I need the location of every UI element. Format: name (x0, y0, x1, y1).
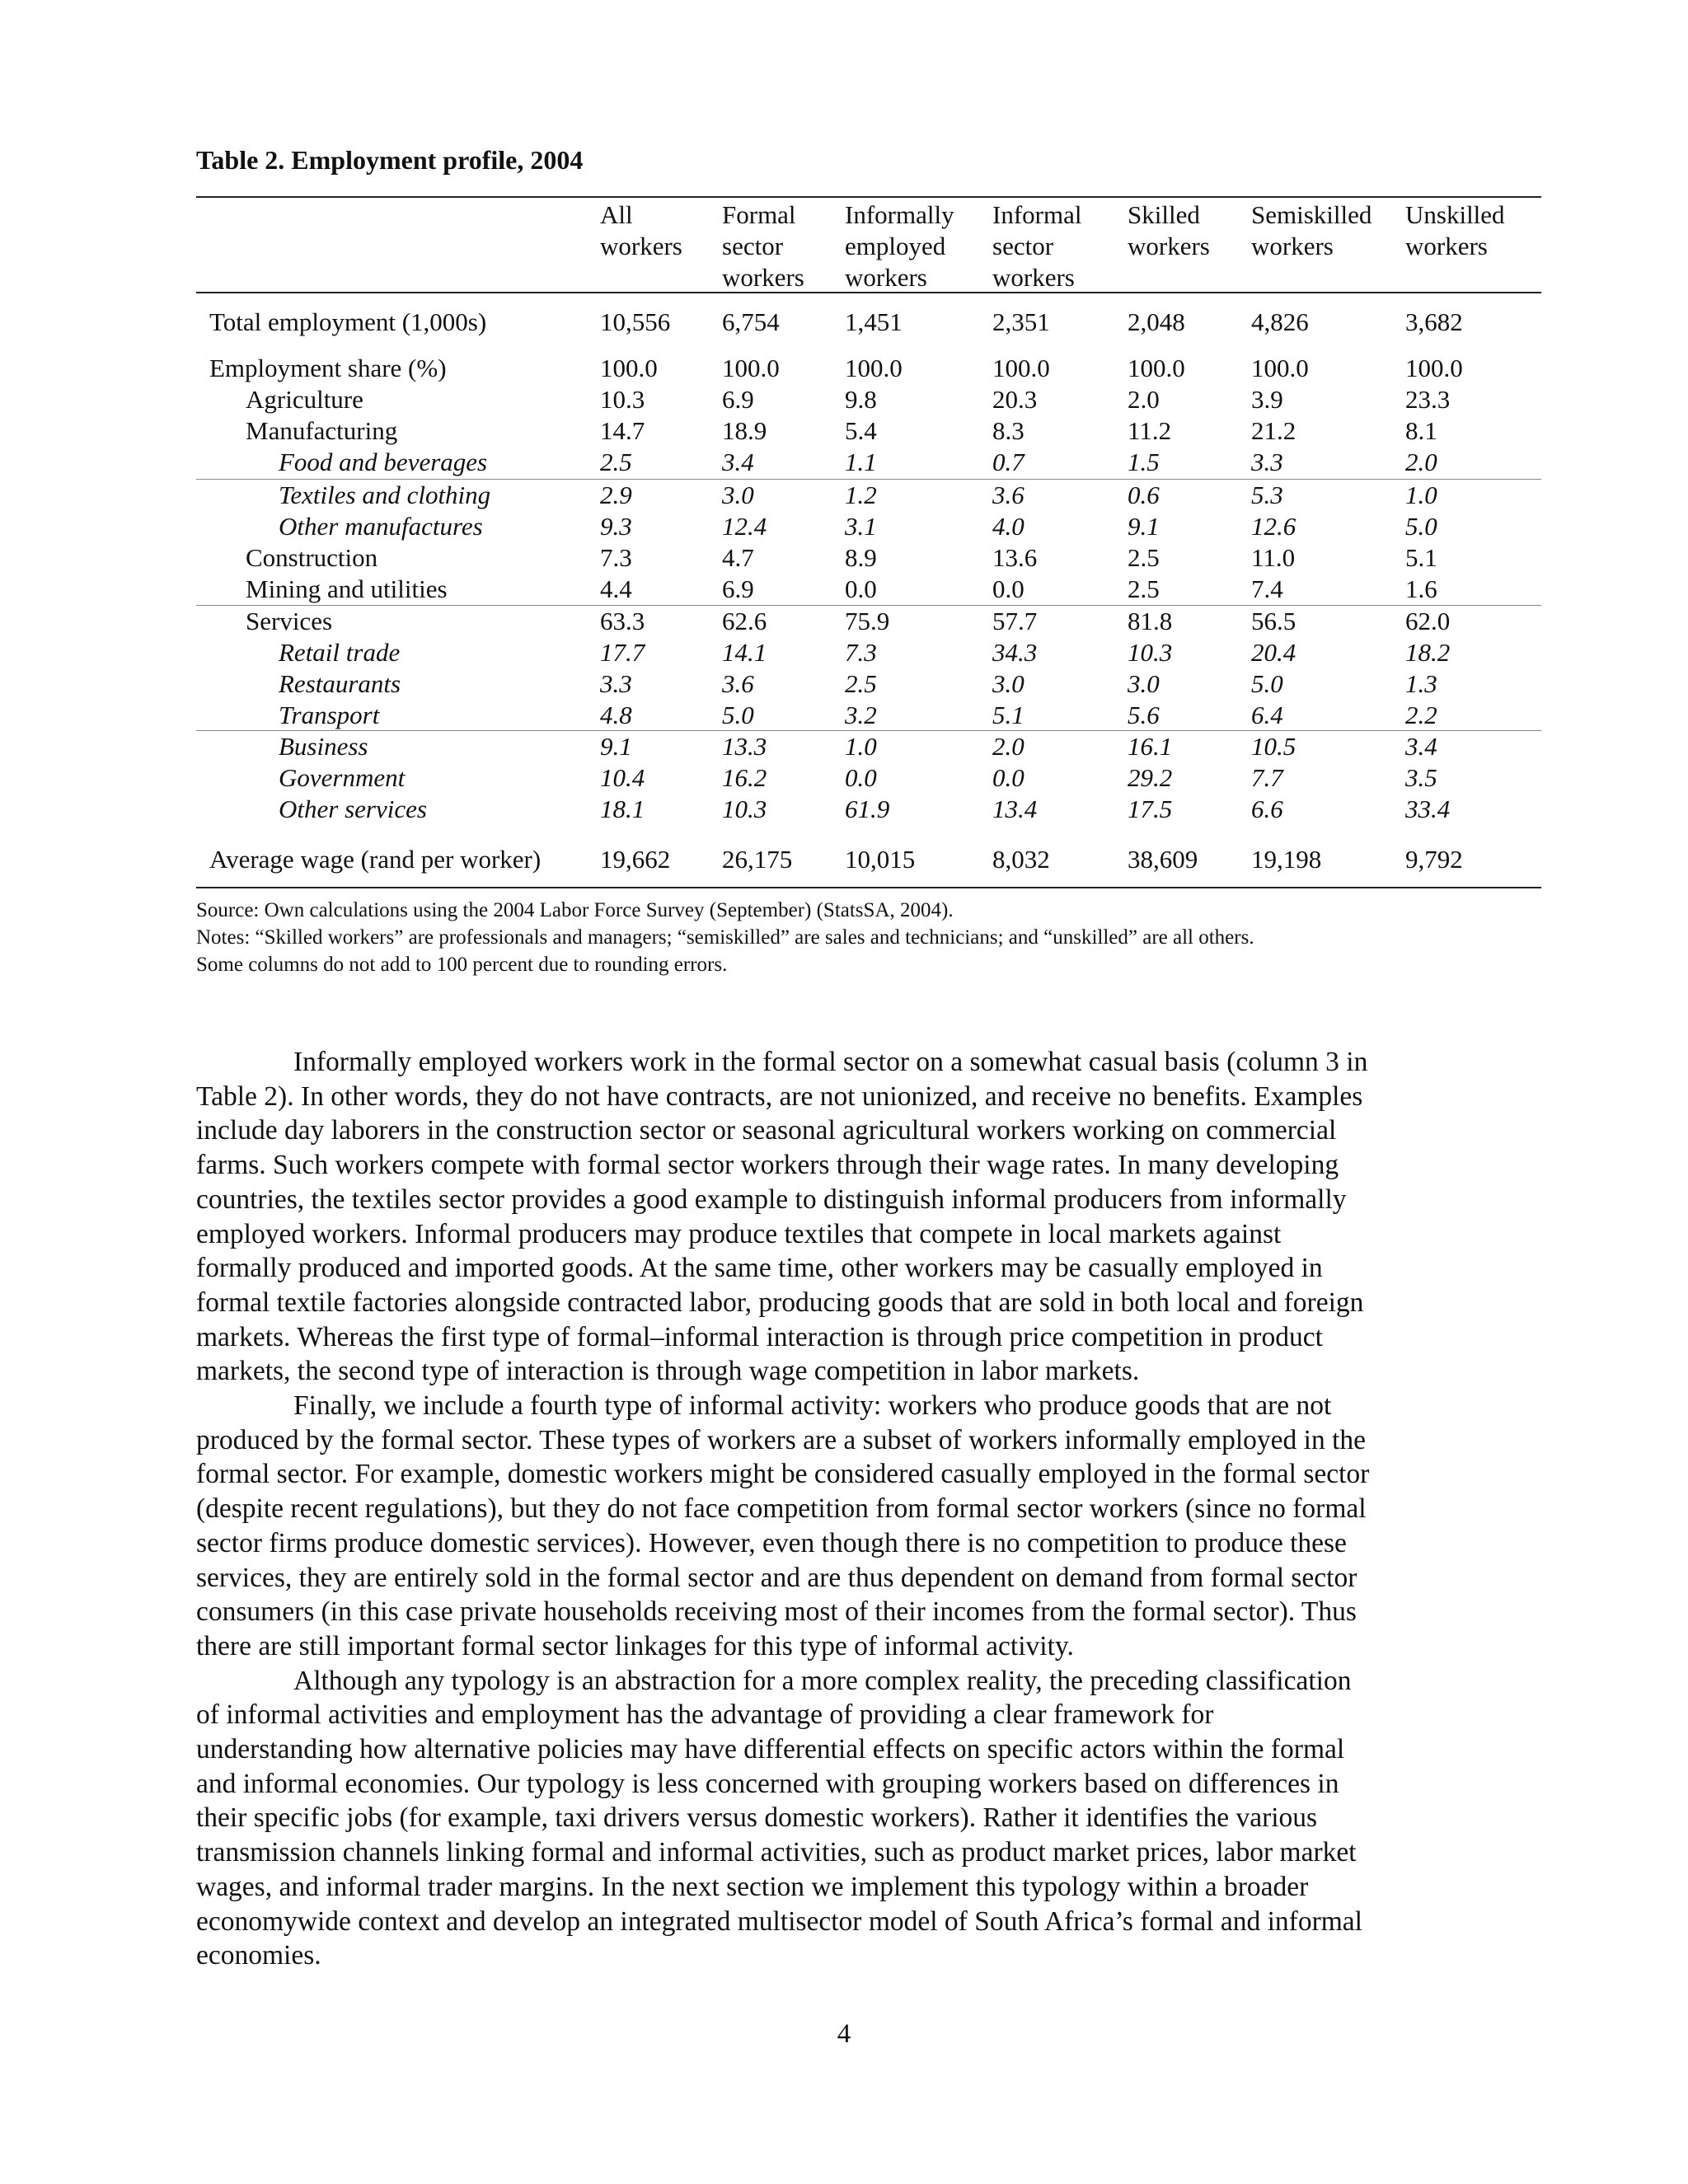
table-cell: 7.3 (600, 543, 632, 572)
table-cell: 6.4 (1251, 701, 1283, 729)
column-header-line: Unskilled (1405, 200, 1505, 229)
paragraph-line: understanding how alternative policies may have differential effects on specific actors within the formal (196, 1734, 1345, 1765)
table-cell: 10.4 (600, 763, 645, 792)
table-cell: 10.5 (1251, 732, 1296, 761)
paragraph-line: and informal economies. Our typology is less concerned with grouping workers based on differences in (196, 1768, 1339, 1799)
row-label: Retail trade (279, 638, 401, 667)
table-cell: 1.5 (1128, 448, 1160, 476)
table-cell: 9,792 (1405, 845, 1463, 874)
table-cell: 20.4 (1251, 638, 1296, 667)
table-cell: 0.6 (1128, 480, 1160, 509)
table-cell: 7.4 (1251, 574, 1283, 603)
body-paragraph (196, 1045, 1465, 1389)
table-cell: 62.0 (1405, 607, 1451, 635)
paragraph-line: of informal activities and employment has the advantage of providing a clear framework for (196, 1699, 1214, 1731)
row-label: Textiles and clothing (279, 480, 491, 509)
table-cell: 7.7 (1251, 763, 1283, 792)
row-label: Food and beverages (279, 448, 488, 476)
table-cell: 56.5 (1251, 607, 1296, 635)
column-header (1405, 199, 1505, 262)
table-cell: 1.1 (845, 448, 877, 476)
table-cell: 100.0 (1405, 354, 1463, 382)
table-cell: 5.1 (992, 701, 1025, 729)
table-cell: 62.6 (722, 607, 767, 635)
column-header-line: workers (1251, 232, 1334, 260)
table-cell: 23.3 (1405, 385, 1451, 414)
row-label: Other services (279, 794, 427, 823)
row-label: Government (279, 763, 406, 792)
table-cell: 3.6 (722, 669, 754, 698)
table-cell: 21.2 (1251, 416, 1296, 445)
paragraph-line: markets, the second type of interaction is through wage competition in labor markets. (196, 1356, 1140, 1387)
table-cell: 14.1 (722, 638, 767, 667)
column-header (600, 199, 682, 262)
paragraph-line: farms. Such workers compete with formal sector workers through their wage rates. In many developing (196, 1150, 1339, 1181)
paragraph-line: wages, and informal trader margins. In the next section we implement this typology within a broader (196, 1871, 1309, 1902)
row-label: Other manufactures (279, 512, 483, 541)
table-cell: 2,048 (1128, 307, 1185, 336)
paragraph-line: services, they are entirely sold in the formal sector and are thus dependent on demand from formal sector (196, 1562, 1357, 1593)
column-header-line: workers (1405, 232, 1488, 260)
table-cell: 0.0 (845, 574, 877, 603)
table-cell: 2.0 (1405, 448, 1437, 476)
table-cell: 0.0 (845, 763, 877, 792)
table-cell: 3.6 (992, 480, 1025, 509)
table-cell: 100.0 (845, 354, 903, 382)
row-label: Agriculture (246, 385, 363, 414)
column-header-line: Informally (845, 200, 954, 229)
column-header (1251, 199, 1372, 262)
table-cell: 100.0 (1128, 354, 1185, 382)
table-cell: 10,015 (845, 845, 916, 874)
table-cell: 1.0 (845, 732, 877, 761)
table-cell: 4.8 (600, 701, 632, 729)
row-label: Average wage (rand per worker) (209, 845, 542, 874)
table-cell: 3.1 (845, 512, 877, 541)
column-header-line: employed (845, 232, 946, 260)
column-header (722, 199, 804, 293)
table-cell: 29.2 (1128, 763, 1173, 792)
table-cell: 13.4 (992, 794, 1038, 823)
column-header-line: workers (1128, 232, 1210, 260)
table-cell: 13.6 (992, 543, 1038, 572)
table-cell: 81.8 (1128, 607, 1173, 635)
table-cell: 3.0 (722, 480, 754, 509)
row-label: Manufacturing (246, 416, 398, 445)
table-cell: 1.3 (1405, 669, 1437, 698)
paragraph-line: formally produced and imported goods. At the same time, other workers may be casually employed in (196, 1253, 1323, 1284)
table-cell: 0.7 (992, 448, 1025, 476)
table-cell: 18.2 (1405, 638, 1451, 667)
table-cell: 6.9 (722, 385, 754, 414)
table-cell: 6.6 (1251, 794, 1283, 823)
table-cell: 8.9 (845, 543, 877, 572)
table-cell: 1,451 (845, 307, 903, 336)
table-cell: 9.8 (845, 385, 877, 414)
table-cell: 8.3 (992, 416, 1025, 445)
table-cell: 9.3 (600, 512, 632, 541)
table-source-note: Source: Own calculations using the 2004 Labor Force Survey (September) (StatsSA, 2004). (196, 899, 954, 921)
table-cell: 2,351 (992, 307, 1050, 336)
paragraph-line: formal sector. For example, domestic workers might be considered casually employed in the formal sector (196, 1459, 1370, 1490)
table-cell: 2.9 (600, 480, 632, 509)
table-cell: 2.0 (1128, 385, 1160, 414)
table-cell: 8,032 (992, 845, 1050, 874)
table-cell: 11.2 (1128, 416, 1172, 445)
table-cell: 3.0 (992, 669, 1025, 698)
table-cell: 17.7 (600, 638, 645, 667)
table-cell: 20.3 (992, 385, 1038, 414)
body-paragraph (196, 1664, 1465, 1973)
table-cell: 2.5 (1128, 543, 1160, 572)
table-cell: 9.1 (1128, 512, 1160, 541)
table-notes-line: Notes: “Skilled workers” are professionals and managers; “semiskilled” are sales and technicians; and “unskilled” are all others. (196, 926, 1254, 949)
row-label: Transport (279, 701, 380, 729)
column-header-line: workers (600, 232, 682, 260)
paragraph-line: include day laborers in the construction sector or seasonal agricultural workers working on commercial (196, 1115, 1337, 1146)
row-label: Employment share (%) (209, 354, 447, 382)
table-cell: 4.4 (600, 574, 632, 603)
column-header-line: All (600, 200, 633, 229)
paragraph-line: produced by the formal sector. These types of workers are a subset of workers informally employed in the (196, 1424, 1366, 1455)
table-cell: 2.2 (1405, 701, 1437, 729)
table-cell: 19,198 (1251, 845, 1322, 874)
table-cell: 12.6 (1251, 512, 1296, 541)
column-header-line: sector (722, 232, 784, 260)
table-cell: 2.5 (845, 669, 877, 698)
table-cell: 57.7 (992, 607, 1038, 635)
table-cell: 100.0 (1251, 354, 1309, 382)
table-cell: 61.9 (845, 794, 890, 823)
paragraph-line: economies. (196, 1940, 321, 1971)
table-cell: 1.0 (1405, 480, 1437, 509)
table-cell: 2.5 (1128, 574, 1160, 603)
paragraph-line: consumers (in this case private households receiving most of their incomes from the formal sector). Thus (196, 1596, 1357, 1628)
column-header (992, 199, 1081, 293)
table-cell: 10.3 (722, 794, 767, 823)
table-cell: 100.0 (600, 354, 658, 382)
table-cell: 5.4 (845, 416, 877, 445)
table-cell: 8.1 (1405, 416, 1437, 445)
paragraph-line: formal textile factories alongside contracted labor, producing goods that are sold in both local and foreign (196, 1286, 1364, 1318)
table-cell: 6,754 (722, 307, 780, 336)
body-text (196, 1045, 1465, 1973)
table-cell: 3,682 (1405, 307, 1463, 336)
table-cell: 16.2 (722, 763, 767, 792)
column-header-line: sector (992, 232, 1054, 260)
row-label: Business (279, 732, 368, 761)
paragraph-line: employed workers. Informal producers may produce textiles that compete in local markets against (196, 1218, 1282, 1249)
table-cell: 11.0 (1251, 543, 1296, 572)
table-cell: 10.3 (1128, 638, 1173, 667)
table-cell: 14.7 (600, 416, 645, 445)
row-label: Total employment (1,000s) (209, 307, 487, 336)
table-cell: 18.9 (722, 416, 767, 445)
column-header-line: workers (722, 263, 804, 292)
column-header-line: Semiskilled (1251, 200, 1372, 229)
table-cell: 5.1 (1405, 543, 1437, 572)
table-cell: 100.0 (992, 354, 1050, 382)
table-cell: 75.9 (845, 607, 890, 635)
table-cell: 3.4 (1405, 732, 1437, 761)
table-cell: 17.5 (1128, 794, 1173, 823)
table-cell: 38,609 (1128, 845, 1198, 874)
column-header-line: Informal (992, 200, 1082, 229)
table-cell: 5.6 (1128, 701, 1160, 729)
paragraph-line: transmission channels linking formal and informal activities, such as product market prices, labor market (196, 1837, 1357, 1868)
table-cell: 3.4 (722, 448, 754, 476)
paragraph-line: sector firms produce domestic services). However, even though there is no competition to produce these (196, 1527, 1347, 1558)
paragraph-line: countries, the textiles sector provides a good example to distinguish informal producers from informally (196, 1183, 1347, 1215)
paragraph-line: (despite recent regulations), but they do not face competition from formal sector workers (since no formal (196, 1493, 1367, 1525)
table-cell: 19,662 (600, 845, 671, 874)
table-cell: 4.0 (992, 512, 1025, 541)
table-cell: 18.1 (600, 794, 645, 823)
table-cell: 2.0 (992, 732, 1025, 761)
table-cell: 63.3 (600, 607, 645, 635)
column-header-line: workers (845, 263, 927, 292)
table-cell: 3.5 (1405, 763, 1437, 792)
table-cell: 5.0 (722, 701, 754, 729)
table-cell: 33.4 (1405, 794, 1451, 823)
table-top-rule (196, 196, 1541, 198)
table-bottom-rule (196, 887, 1541, 888)
table-cell: 12.4 (722, 512, 767, 541)
paragraph-line: their specific jobs (for example, taxi drivers versus domestic workers). Rather it identifies the various (196, 1802, 1318, 1834)
table-cell: 7.3 (845, 638, 877, 667)
table-cell: 3.9 (1251, 385, 1283, 414)
table-cell: 4,826 (1251, 307, 1309, 336)
table-cell: 5.3 (1251, 480, 1283, 509)
row-label: Mining and utilities (246, 574, 448, 603)
paragraph-line: Informally employed workers work in the formal sector on a somewhat casual basis (column 3 in (293, 1047, 1368, 1077)
paragraph-line: Table 2). In other words, they do not have contracts, are not unionized, and receive no benefits. Examples (196, 1080, 1363, 1112)
table-cell: 100.0 (722, 354, 780, 382)
column-header-line: Skilled (1128, 200, 1200, 229)
column-header-line: Formal (722, 200, 796, 229)
paragraph-line: economywide context and develop an integrated multisector model of South Africa’s formal and informal (196, 1905, 1362, 1937)
table-cell: 2.5 (600, 448, 632, 476)
table-cell: 0.0 (992, 574, 1025, 603)
table-cell: 3.0 (1128, 669, 1160, 698)
table-cell: 4.7 (722, 543, 754, 572)
table-notes (196, 897, 1541, 978)
paragraph-line: markets. Whereas the first type of formal–informal interaction is through price competition in product (196, 1321, 1323, 1352)
table-cell: 9.1 (600, 732, 632, 761)
table-cell: 3.3 (1251, 448, 1283, 476)
table-cell: 10.3 (600, 385, 645, 414)
paragraph-line: there are still important formal sector linkages for this type of informal activity. (196, 1630, 1074, 1661)
table-notes-line: Some columns do not add to 100 percent due to rounding errors. (196, 954, 728, 976)
table-cell: 5.0 (1251, 669, 1283, 698)
row-label: Construction (246, 543, 378, 572)
paragraph-line: Finally, we include a fourth type of informal activity: workers who produce goods that are not (293, 1390, 1332, 1422)
table-cell: 3.3 (600, 669, 632, 698)
body-paragraph (196, 1389, 1465, 1664)
table-cell: 13.3 (722, 732, 767, 761)
table-cell: 6.9 (722, 574, 754, 603)
table-cell: 5.0 (1405, 512, 1437, 541)
table-cell: 26,175 (722, 845, 793, 874)
table-cell: 0.0 (992, 763, 1025, 792)
table-cell: 10,556 (600, 307, 671, 336)
table-cell: 34.3 (992, 638, 1038, 667)
column-header (1128, 199, 1210, 262)
paragraph-line: Although any typology is an abstraction for a more complex reality, the preceding classification (293, 1665, 1352, 1696)
page-number: 4 (837, 2019, 851, 2049)
table-cell: 1.2 (845, 480, 877, 509)
column-header (845, 199, 954, 293)
column-header-line: workers (992, 263, 1075, 292)
row-label: Services (246, 607, 333, 635)
table-cell: 1.6 (1405, 574, 1437, 603)
table-cell: 16.1 (1128, 732, 1173, 761)
row-label: Restaurants (279, 669, 401, 698)
table-cell: 3.2 (845, 701, 877, 729)
table-title: Table 2. Employment profile, 2004 (196, 145, 584, 175)
